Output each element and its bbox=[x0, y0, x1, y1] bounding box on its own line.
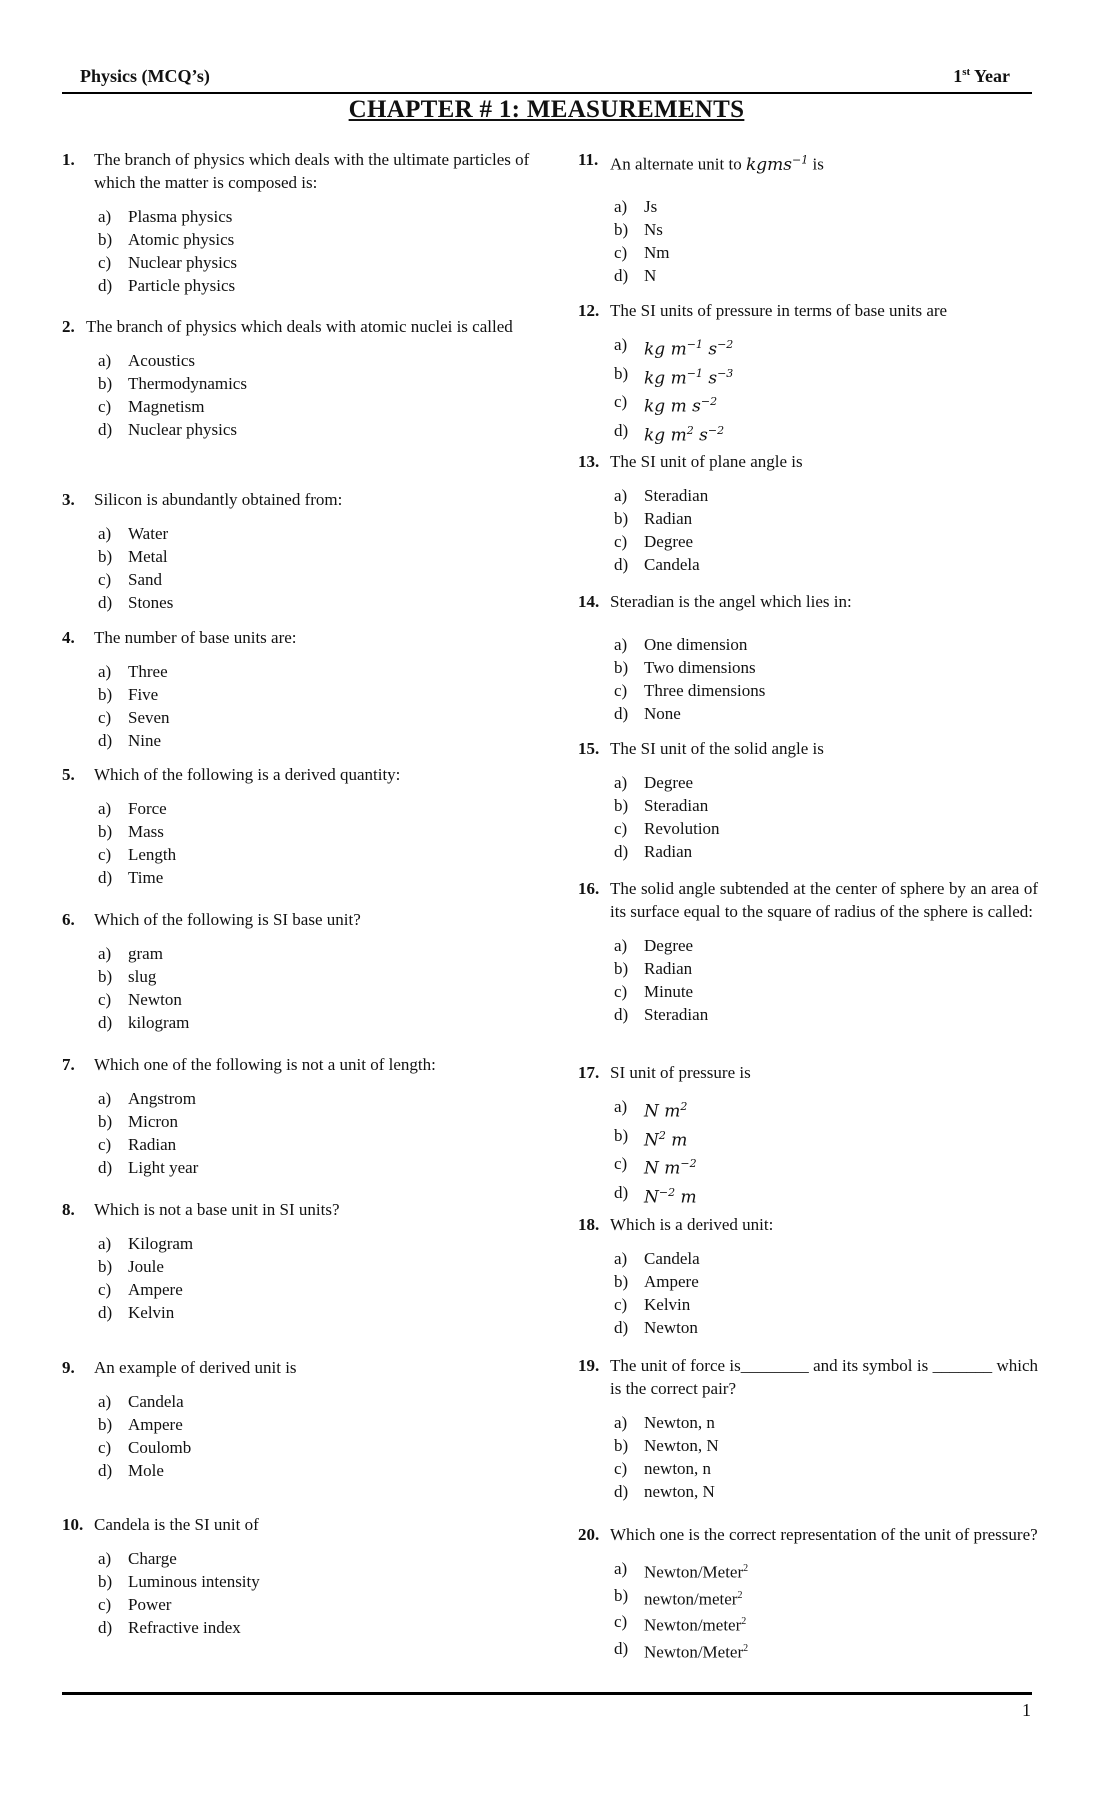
question-5 bbox=[62, 763, 532, 889]
question-text: The SI unit of plane angle is bbox=[610, 452, 803, 471]
question-number: 1. bbox=[62, 150, 75, 169]
options-list bbox=[62, 1390, 532, 1482]
option-c: c) kg m $s^{-2}$ bbox=[614, 392, 718, 417]
option-d: d) Steradian bbox=[614, 1005, 709, 1024]
option-c: c) Coulomb bbox=[98, 1438, 192, 1457]
subject-label: Physics (MCQ’s) bbox=[80, 66, 210, 86]
option-d: d) Nine bbox=[98, 731, 162, 750]
option-a: a) Charge bbox=[98, 1549, 177, 1568]
option-c: c) Length bbox=[98, 845, 177, 864]
option-c: c) Seven bbox=[98, 708, 170, 727]
option-d: d) Particle physics bbox=[98, 276, 236, 295]
footer-divider bbox=[62, 1692, 1032, 1695]
question-text: SI unit of pressure is bbox=[610, 1063, 751, 1082]
question-text: The SI units of pressure in terms of base units are bbox=[610, 301, 948, 320]
question-text: Which one of the following is not a unit of length: bbox=[94, 1055, 436, 1074]
question-19 bbox=[578, 1354, 1038, 1503]
question-number: 10. bbox=[62, 1515, 84, 1534]
question-text: Which one is the correct representation of the unit of pressure? bbox=[610, 1525, 1038, 1544]
option-b: b) Ampere bbox=[614, 1272, 699, 1291]
option-b: b) Ns bbox=[614, 219, 663, 239]
option-a: a) Water bbox=[98, 524, 169, 543]
option-d: d) $N^{-2}$ m bbox=[614, 1182, 697, 1208]
option-c: c) Kelvin bbox=[614, 1295, 691, 1314]
options-list bbox=[578, 1095, 1038, 1210]
option-a: a) Steradian bbox=[614, 486, 709, 505]
option-c: c) Sand bbox=[98, 570, 162, 589]
option-a: a) Plasma physics bbox=[98, 207, 233, 226]
option-a: a) Degree bbox=[614, 773, 694, 792]
option-a: a) Js bbox=[614, 196, 658, 216]
option-b: b) Two dimensions bbox=[614, 658, 756, 677]
option-c: c) Nuclear physics bbox=[98, 253, 238, 272]
option-b: b) slug bbox=[98, 967, 157, 986]
options-list bbox=[578, 1247, 1038, 1339]
options-list bbox=[578, 333, 1038, 448]
question-number: 19. bbox=[578, 1356, 600, 1375]
question-18 bbox=[578, 1213, 1038, 1339]
page-header bbox=[62, 66, 1032, 94]
question-text: Which of the following is SI base unit? bbox=[94, 910, 361, 929]
question-number: 12. bbox=[578, 301, 600, 320]
option-b: b) Luminous intensity bbox=[98, 1572, 260, 1591]
option-c: c) N $m^{-2}$ bbox=[614, 1154, 697, 1179]
option-a: a) Newton, n bbox=[614, 1413, 715, 1432]
question-text: An example of derived unit is bbox=[94, 1358, 297, 1377]
question-13 bbox=[578, 450, 1038, 576]
option-d: d) newton, N bbox=[614, 1482, 715, 1501]
question-number: 4. bbox=[62, 628, 75, 647]
unit-formula: kgms$^{-1}$ bbox=[745, 153, 809, 175]
option-a: a) Degree bbox=[614, 936, 694, 955]
question-text: The solid angle subtended at the center of sphere by an area of its surface equal to the square of radius of the sphere is called: bbox=[610, 879, 1038, 921]
option-c: c) Degree bbox=[614, 532, 694, 551]
question-text: Which is not a base unit in SI units? bbox=[94, 1200, 340, 1219]
question-9 bbox=[62, 1356, 532, 1482]
option-d: d) Mole bbox=[98, 1461, 164, 1480]
question-text: The unit of force is________ and its symbol is _______ which is the correct pair? bbox=[610, 1356, 1038, 1398]
option-b: b) Newton, N bbox=[614, 1436, 719, 1455]
question-text: Candela is the SI unit of bbox=[94, 1515, 259, 1534]
question-number: 6. bbox=[62, 910, 75, 929]
option-b: b) Atomic physics bbox=[98, 230, 235, 249]
option-d: d) kilogram bbox=[98, 1013, 190, 1032]
question-text: The branch of physics which deals with the ultimate particles of which the matter is composed is: bbox=[94, 150, 530, 192]
options-list bbox=[62, 522, 532, 614]
option-c: c) Three dimensions bbox=[614, 681, 766, 700]
option-d: d) Refractive index bbox=[98, 1618, 241, 1637]
page-number: 1 bbox=[1022, 1700, 1031, 1720]
options-list bbox=[62, 942, 532, 1034]
question-number: 5. bbox=[62, 765, 75, 784]
option-c: c) Revolution bbox=[614, 819, 720, 838]
options-list bbox=[578, 195, 1038, 287]
question-text: The number of base units are: bbox=[94, 628, 297, 647]
year-word: Year bbox=[974, 66, 1010, 86]
options-list bbox=[578, 633, 1038, 725]
question-number: 11. bbox=[578, 150, 599, 169]
option-b: b) Mass bbox=[98, 822, 164, 841]
option-c: c) Newton bbox=[98, 990, 182, 1009]
options-list bbox=[62, 1232, 532, 1324]
option-b: b) Thermodynamics bbox=[98, 374, 247, 393]
option-d: d) Kelvin bbox=[98, 1303, 175, 1322]
year-number: 1 bbox=[953, 66, 963, 86]
option-c: c) Radian bbox=[98, 1135, 177, 1154]
option-d: d) Candela bbox=[614, 555, 700, 574]
question-text: Silicon is abundantly obtained from: bbox=[94, 490, 343, 509]
option-a: a) Candela bbox=[614, 1249, 700, 1268]
options-list bbox=[62, 1547, 532, 1639]
option-d: d) Nuclear physics bbox=[98, 420, 238, 439]
option-a: a) Candela bbox=[98, 1392, 184, 1411]
option-b: b) Radian bbox=[614, 959, 693, 978]
option-a: a) Angstrom bbox=[98, 1089, 196, 1108]
option-b: b) $N^2$ m bbox=[614, 1125, 688, 1151]
option-d: d) Radian bbox=[614, 842, 693, 861]
options-list bbox=[578, 771, 1038, 863]
question-4 bbox=[62, 626, 532, 752]
question-17 bbox=[578, 1061, 1038, 1210]
question-number: 18. bbox=[578, 1215, 600, 1234]
option-d: d) Time bbox=[98, 868, 164, 887]
option-b: b) Radian bbox=[614, 509, 693, 528]
question-7 bbox=[62, 1053, 532, 1179]
year-label bbox=[953, 66, 1010, 87]
option-c: c) Magnetism bbox=[98, 397, 205, 416]
options-list bbox=[578, 484, 1038, 576]
question-text: Steradian is the angel which lies in: bbox=[610, 592, 852, 611]
question-number: 13. bbox=[578, 452, 600, 471]
option-b: b) Joule bbox=[98, 1257, 164, 1276]
option-d: d) N bbox=[614, 265, 657, 285]
option-b: b) newton/meter$^2$ bbox=[614, 1585, 743, 1609]
option-a: a) Newton/Meter$^2$ bbox=[614, 1559, 749, 1582]
question-text: Which of the following is a derived quantity: bbox=[94, 765, 401, 784]
options-list bbox=[62, 349, 532, 441]
option-d: d) Newton bbox=[614, 1318, 698, 1337]
question-number: 7. bbox=[62, 1055, 75, 1074]
question-1 bbox=[62, 148, 532, 297]
option-a: a) Force bbox=[98, 799, 167, 818]
question-3 bbox=[62, 488, 532, 614]
question-number: 3. bbox=[62, 490, 75, 509]
option-c: c) Nm bbox=[614, 242, 670, 262]
question-12 bbox=[578, 299, 1038, 448]
option-b: b) Steradian bbox=[614, 796, 709, 815]
option-c: c) Power bbox=[98, 1595, 172, 1614]
question-11 bbox=[578, 148, 1038, 287]
option-b: b) Metal bbox=[98, 547, 168, 566]
option-c: c) newton, n bbox=[614, 1459, 712, 1478]
option-a: a) Three bbox=[98, 662, 168, 681]
question-2 bbox=[62, 315, 532, 441]
question-6 bbox=[62, 908, 532, 1034]
option-b: b) kg $m^{-1}$ $s^{-3}$ bbox=[614, 363, 734, 389]
option-a: a) One dimension bbox=[614, 635, 748, 654]
option-a: a) Kilogram bbox=[98, 1234, 194, 1253]
options-list bbox=[62, 205, 532, 297]
question-number: 20. bbox=[578, 1525, 600, 1544]
question-16 bbox=[578, 877, 1038, 1026]
option-c: c) Newton/meter$^2$ bbox=[614, 1612, 747, 1635]
option-b: b) Ampere bbox=[98, 1415, 183, 1434]
option-b: b) Five bbox=[98, 685, 159, 704]
options-list bbox=[62, 660, 532, 752]
option-c: c) Ampere bbox=[98, 1280, 183, 1299]
option-d: d) kg $m^2$ $s^{-2}$ bbox=[614, 420, 725, 446]
chapter-title: CHAPTER # 1: MEASUREMENTS bbox=[348, 96, 745, 123]
option-a: a) kg $m^{-1}$ $s^{-2}$ bbox=[614, 335, 734, 360]
option-d: d) Newton/Meter$^2$ bbox=[614, 1638, 749, 1662]
options-list bbox=[578, 1557, 1038, 1664]
question-number: 15. bbox=[578, 739, 600, 758]
question-text: Which is a derived unit: bbox=[610, 1215, 774, 1234]
question-15 bbox=[578, 737, 1038, 863]
option-a: a) N $m^2$ bbox=[614, 1097, 688, 1122]
question-10 bbox=[62, 1513, 532, 1639]
option-b: b) Micron bbox=[98, 1112, 179, 1131]
option-d: d) Stones bbox=[98, 593, 174, 612]
options-list bbox=[62, 1087, 532, 1179]
options-list bbox=[578, 934, 1038, 1026]
options-list bbox=[578, 1411, 1038, 1503]
question-number: 2. bbox=[62, 317, 75, 336]
option-c: c) Minute bbox=[614, 982, 694, 1001]
question-text: The SI unit of the solid angle is bbox=[610, 739, 824, 758]
option-a: a) Acoustics bbox=[98, 351, 196, 370]
question-number: 8. bbox=[62, 1200, 75, 1219]
question-number: 16. bbox=[578, 879, 600, 898]
option-a: a) gram bbox=[98, 944, 163, 963]
question-number: 14. bbox=[578, 592, 600, 611]
question-text: The branch of physics which deals with atomic nuclei is called bbox=[86, 317, 513, 336]
option-d: d) None bbox=[614, 704, 681, 723]
question-14 bbox=[578, 590, 1038, 725]
year-ordinal: st bbox=[962, 66, 971, 78]
question-number: 9. bbox=[62, 1358, 75, 1377]
options-list bbox=[62, 797, 532, 889]
option-d: d) Light year bbox=[98, 1158, 199, 1177]
question-20 bbox=[578, 1523, 1038, 1664]
question-text: An alternate unit to kgms$^{-1}$ is bbox=[610, 153, 824, 175]
question-number: 17. bbox=[578, 1063, 600, 1082]
question-8 bbox=[62, 1198, 532, 1324]
